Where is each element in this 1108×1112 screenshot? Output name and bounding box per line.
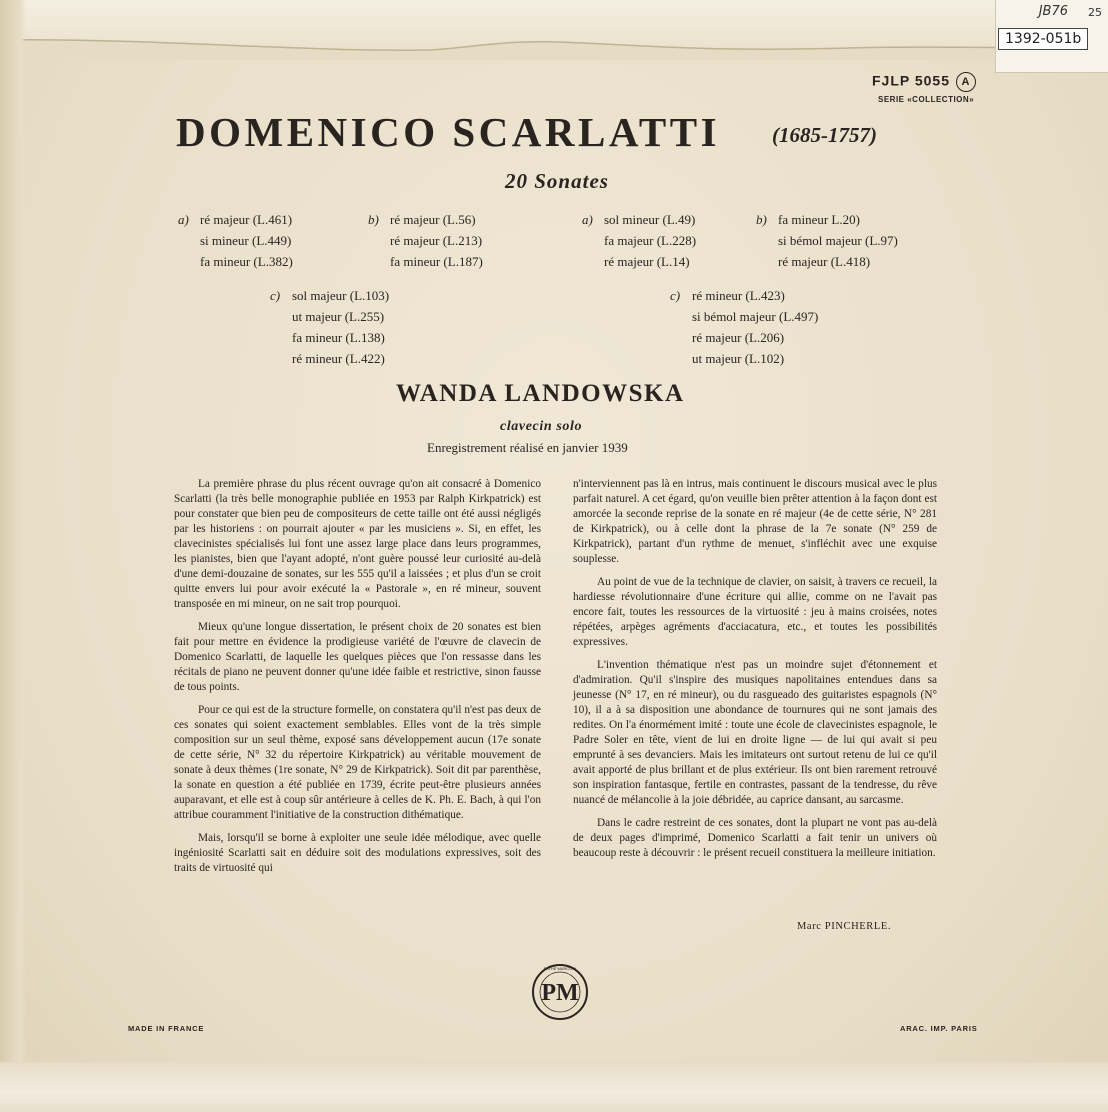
liner-paragraph: Au point de vue de la technique de clavier, on saisit, à travers ce recueil, la hardiesse révolutionnaire d'une écriture qui allie, comme on ne l'avait pas encore fait, toutes les ressources de la virtuosité : jeu à mains croisées, notes répétées, arpèges agréments d'acciacatura, etc., et toutes les possibilités expressives.: [573, 576, 937, 648]
sonata-item: ré majeur (L.56): [390, 212, 476, 227]
sonata-item: si bémol majeur (L.97): [778, 233, 898, 248]
sonata-list-2c: [670, 285, 818, 369]
list-item: [270, 348, 389, 369]
list-item: [270, 306, 389, 327]
printer-label: ARAC. IMP. PARIS: [900, 1024, 978, 1033]
catalog-number-text: FJLP 5055: [872, 72, 951, 89]
sonata-list-2b: [756, 209, 898, 272]
sonata-item: sol mineur (L.49): [604, 212, 696, 227]
pathe-marconi-logo: [530, 962, 590, 1022]
logo-monogram: PM: [541, 980, 579, 1006]
catalog-number: [872, 72, 976, 92]
sonata-item: ré majeur (L.461): [200, 212, 293, 227]
stamp-line1: JB76: [1038, 4, 1068, 19]
sonata-group-label: b): [756, 212, 767, 227]
sonata-item: fa mineur (L.382): [200, 254, 293, 269]
sonata-item: fa mineur (L.187): [390, 254, 483, 269]
circle-a-icon: A: [956, 72, 976, 92]
sonata-item: ré majeur (L.213): [390, 233, 483, 248]
liner-paragraph: Pour ce qui est de la structure formelle, on constatera qu'il n'est pas deux de ces sonates qui soient exactement semblables. Elles vont de la très simple composition sur un seul thème, exposé sans développement aucun (17e sonate de cette série, N° 32 du répertoire Kirkpatrick) au véritable mouvement de sonate à deux thèmes (1re sonate, N° 29 de Kirkpatrick). Soit dit par parenthèse, la sonate en question a été publiée en 1739, écrite peut-être plusieurs années auparavant, et elle est à coup sûr antérieure à celles de K. Ph. E. Bach, à qui l'on attribue couramment l'initiative de la construction dithématique.: [174, 704, 541, 821]
liner-paragraph: La première phrase du plus récent ouvrage qu'on ait consacré à Domenico Scarlatti (la très belle monographie publiée en 1953 par Ralph Kirkpatrick) est pour constater que bien peu de compositeurs de cette taille ont été aussi négligés par les historiens : on pourrait ajouter « par les musiciens ». Si, en effet, les clavecinistes spécialisés lui font une assez large place dans leurs programmes, les pianistes, bien que l'ayant adopté, n'ont guère poussé leur curiosité au-delà d'une demi-douzaine de sonates, sur les 555 qu'il a laissées ; et plus d'un se croit quitte envers lui pour avoir exécuté la « Pastorale », en ré mineur, souvent transposée en mi mineur, on ne sait trop pourquoi.: [174, 478, 541, 610]
composer-dates: (1685-1757): [772, 123, 877, 147]
sonata-item: fa mineur L.20): [778, 212, 860, 227]
liner-paragraph: Mieux qu'une longue dissertation, le présent choix de 20 sonates est bien fait pour mettre en évidence la prodigieuse variété de l'œuvre de clavecin de Domenico Scarlatti, de laquelle les quelques pièces que l'on ressasse dans les récitals de piano ne peuvent donner qu'une idée faible et restrictive, sinon fausse de tous points.: [174, 621, 541, 693]
made-in-label: MADE IN FRANCE: [128, 1024, 205, 1033]
recording-info: Enregistrement réalisé en janvier 1939: [427, 440, 628, 455]
liner-paragraph: Mais, lorsqu'il se borne à exploiter une seule idée mélodique, avec quelle ingéniosité Scarlatti sait en déduire soit des modulations expressives, soit des traits de virtuosité qui: [174, 832, 541, 874]
sonata-item: fa mineur (L.138): [292, 330, 385, 345]
list-item: [756, 230, 898, 251]
sonata-group-label: c): [670, 288, 681, 303]
sonata-group-label: c): [270, 288, 281, 303]
library-stamp: [995, 0, 1108, 73]
sonata-item: ré majeur (L.14): [604, 254, 690, 269]
list-item: [582, 230, 696, 251]
sonata-item: si mineur (L.449): [200, 233, 292, 248]
list-item: [582, 209, 696, 230]
sonata-item: ré majeur (L.418): [778, 254, 871, 269]
album-subtitle: 20 Sonates: [505, 169, 609, 193]
liner-notes-right: [573, 477, 937, 869]
sonata-group-label: a): [582, 212, 593, 227]
list-item: [178, 230, 293, 251]
performer-instrument: clavecin solo: [500, 419, 583, 434]
list-item: [270, 285, 389, 306]
performer-name: WANDA LANDOWSKA: [396, 380, 685, 407]
list-item: [670, 327, 818, 348]
liner-paragraph: L'invention thématique n'est pas un moindre sujet d'étonnement et d'admiration. Qu'il s'inspire des musiques napolitaines entendues dans sa jeunesse (N° 17, en ré mineur), ou du rasgueado des guitaristes espagnols (N° 10), il a à sa disposition une abondance de tournures qui ne sont jamais des redites. On l'a énormément imité : toute une école de clavecinistes espagnole, le Padre Soler en tête, vient de lui en droite ligne — de lui qui avait si peu emprunté à ses devanciers. Mais les imitateurs ont surtout retenu de lui ce qu'il avait apporté de plus brillant et de plus extérieur. Ils ont bien rarement retrouvé son inspiration fantasque, fertile en contrastes, passant de la tendresse, du rêve nuancé de mélancolie à la joie débridée, au caprice dansant, au sarcasme.: [573, 659, 937, 806]
list-item: [670, 306, 818, 327]
list-item: [178, 251, 293, 272]
sonata-item: sol majeur (L.103): [292, 288, 390, 303]
sonata-item: si bémol majeur (L.497): [692, 309, 819, 324]
sonata-list-1c: [270, 285, 389, 369]
sleeve-left-edge: [0, 0, 26, 1112]
sonata-group-label: a): [178, 212, 189, 227]
sonata-item: ré mineur (L.423): [692, 288, 785, 303]
sonata-item: ut majeur (L.102): [692, 351, 785, 366]
list-item: [368, 209, 483, 230]
author-signature: Marc PINCHERLE.: [797, 921, 892, 932]
liner-paragraph: Dans le cadre restreint de ces sonates, dont la plupart ne vont pas au-delà de deux pages d'imprimé, Domenico Scarlatti a fait tenir un univers où beaucoup reste à découvrir : le présent recueil constituera la meilleure initiation.: [573, 817, 937, 859]
list-item: [670, 348, 818, 369]
list-item: [368, 251, 483, 272]
list-item: [756, 251, 898, 272]
sonata-item: ré majeur (L.206): [692, 330, 785, 345]
list-item: [270, 327, 389, 348]
sonata-item: fa majeur (L.228): [604, 233, 697, 248]
sleeve-bottom-edge: [0, 1062, 1108, 1112]
list-item: [670, 285, 818, 306]
serie-label: SERIE «COLLECTION»: [878, 95, 975, 104]
list-item: [756, 209, 898, 230]
sonata-item: ré mineur (L.422): [292, 351, 385, 366]
list-item: [178, 209, 293, 230]
sleeve-top-edge: [0, 0, 1108, 60]
stamp-line2: 1392-051b: [998, 28, 1088, 50]
stamp-line1b: 25: [1088, 6, 1102, 19]
sonata-list-1a: [178, 209, 293, 272]
sonata-item: ut majeur (L.255): [292, 309, 385, 324]
sonata-list-1b: [368, 209, 483, 272]
liner-notes-left: [174, 477, 541, 884]
list-item: [582, 251, 696, 272]
composer-title: DOMENICO SCARLATTI: [176, 109, 721, 155]
sonata-group-label: b): [368, 212, 379, 227]
liner-paragraph: n'interviennent pas là en intrus, mais continuent le discours musical avec le plus parfait naturel. A cet égard, qu'on veuille bien prêter attention à la façon dont est amorcée la seconde reprise de la sonate en ré majeur (4e de cette série, N° 281 de Kirkpatrick), ou à celle dont la phrase de la 7e sonate (N° 259 de Kirkpatrick), partant d'un rythme de menuet, s'infléchit avec une exquise souplesse.: [573, 478, 937, 565]
logo-text: PATHÉ MARCONI: [543, 966, 577, 971]
sonata-list-2a: [582, 209, 696, 272]
list-item: [368, 230, 483, 251]
